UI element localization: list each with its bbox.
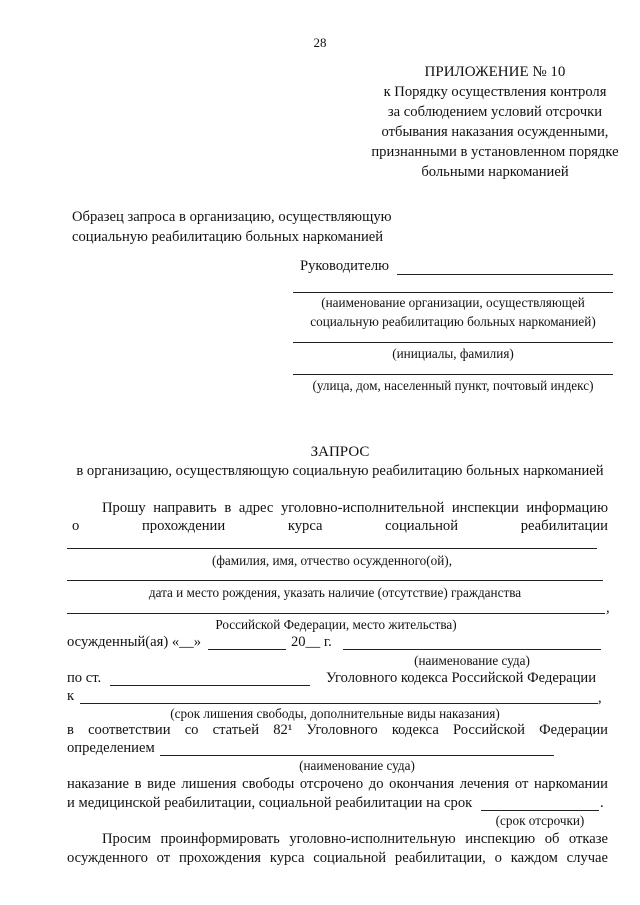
ruling-court-field[interactable]	[160, 755, 554, 756]
deferral-hint: (срок отсрочки)	[495, 813, 585, 828]
word: кодекса	[391, 722, 439, 738]
appendix-line: признанными в установленном порядке	[371, 144, 619, 160]
address-field[interactable]	[293, 374, 613, 375]
appendix-line: за соблюдением условий отсрочки	[387, 104, 603, 120]
sample-heading	[72, 207, 392, 247]
request-paragraph-line-2	[72, 518, 608, 535]
word: соответствии	[88, 722, 171, 738]
comma: ,	[598, 690, 602, 706]
article-label: по ст.	[67, 670, 102, 686]
birth-field[interactable]	[67, 580, 603, 581]
appendix-header	[360, 62, 630, 182]
word: статьей	[212, 722, 260, 738]
word: курса	[287, 518, 323, 534]
article-field[interactable]	[110, 685, 310, 686]
appendix-line: больными наркоманией	[421, 164, 569, 180]
name-hint: (инициалы, фамилия)	[392, 346, 514, 361]
organization-field[interactable]	[293, 292, 613, 293]
birth-hint: дата и место рождения, указать наличие (отсутствие) гражданства	[148, 585, 522, 600]
page-number: 28	[313, 35, 327, 50]
word: прохождении	[142, 518, 226, 534]
residence-hint: Российской Федерации, место жительства)	[215, 617, 457, 632]
addressee-field[interactable]	[397, 274, 613, 275]
criminal-code-label: Уголовного кодекса Российской Федерации	[326, 670, 597, 686]
sample-heading-line: Образец запроса в организацию, осуществляющую	[72, 209, 392, 225]
fio-field[interactable]	[67, 548, 597, 549]
year-label: 20__ г.	[291, 634, 332, 650]
appendix-line: отбывания наказания осужденными,	[381, 124, 609, 140]
final-paragraph-line-2: осужденного от прохождения курса социальной реабилитации, о каждом случае	[67, 850, 608, 866]
deferral-period-field[interactable]	[481, 810, 599, 811]
ruling-label: определением	[67, 740, 155, 756]
residence-field[interactable]	[67, 613, 605, 614]
fio-hint: (фамилия, имя, отчество осужденного(ой),	[211, 553, 452, 568]
term-field[interactable]	[80, 703, 598, 704]
deferral-line-1: наказание в виде лишения свободы отсрочено до окончания лечения от наркомании	[67, 776, 608, 792]
word: Федерации	[539, 722, 608, 738]
term-hint: (срок лишения свободы, дополнительные виды наказания)	[170, 706, 500, 721]
word: 82¹	[273, 722, 293, 738]
appendix-line: к Порядку осуществления контроля	[383, 84, 607, 100]
name-field[interactable]	[293, 342, 613, 343]
request-title: ЗАПРОС	[310, 444, 370, 460]
word: со	[184, 722, 199, 738]
organization-hint-2: социальную реабилитацию больных наркоманией)	[310, 314, 596, 329]
convicted-label: осужденный(ая) «__»	[67, 634, 202, 650]
word: Российской	[452, 722, 525, 738]
deferral-line-2: и медицинской реабилитации, социальной реабилитации на срок	[67, 795, 473, 811]
period: .	[600, 795, 604, 811]
word: о	[72, 518, 80, 534]
to-label: к	[67, 688, 75, 704]
addressee-label: Руководителю	[300, 258, 390, 274]
request-subtitle: в организацию, осуществляющую социальную реабилитацию больных наркоманией	[76, 463, 604, 479]
final-paragraph-line-1: Просим проинформировать уголовно-исполнительную инспекцию об отказе	[102, 831, 608, 847]
sample-heading-line: социальную реабилитацию больных наркоманией	[72, 229, 384, 245]
ruling-court-hint: (наименование суда)	[299, 758, 415, 773]
word: в	[67, 722, 74, 738]
word: реабилитации	[520, 518, 608, 534]
court-field[interactable]	[343, 649, 601, 650]
comma: ,	[606, 600, 610, 616]
address-hint: (улица, дом, населенный пункт, почтовый индекс)	[312, 378, 594, 393]
organization-hint-1: (наименование организации, осуществляющей	[321, 295, 585, 310]
court-hint: (наименование суда)	[414, 653, 530, 668]
month-field[interactable]	[208, 649, 286, 650]
appendix-title: ПРИЛОЖЕНИЕ № 10	[424, 64, 566, 80]
word: Уголовного	[306, 722, 378, 738]
accordance-line	[67, 722, 608, 739]
request-paragraph-line: Прошу направить в адрес уголовно-исполнительной инспекции информацию	[102, 500, 608, 516]
word: социальной	[385, 518, 459, 534]
